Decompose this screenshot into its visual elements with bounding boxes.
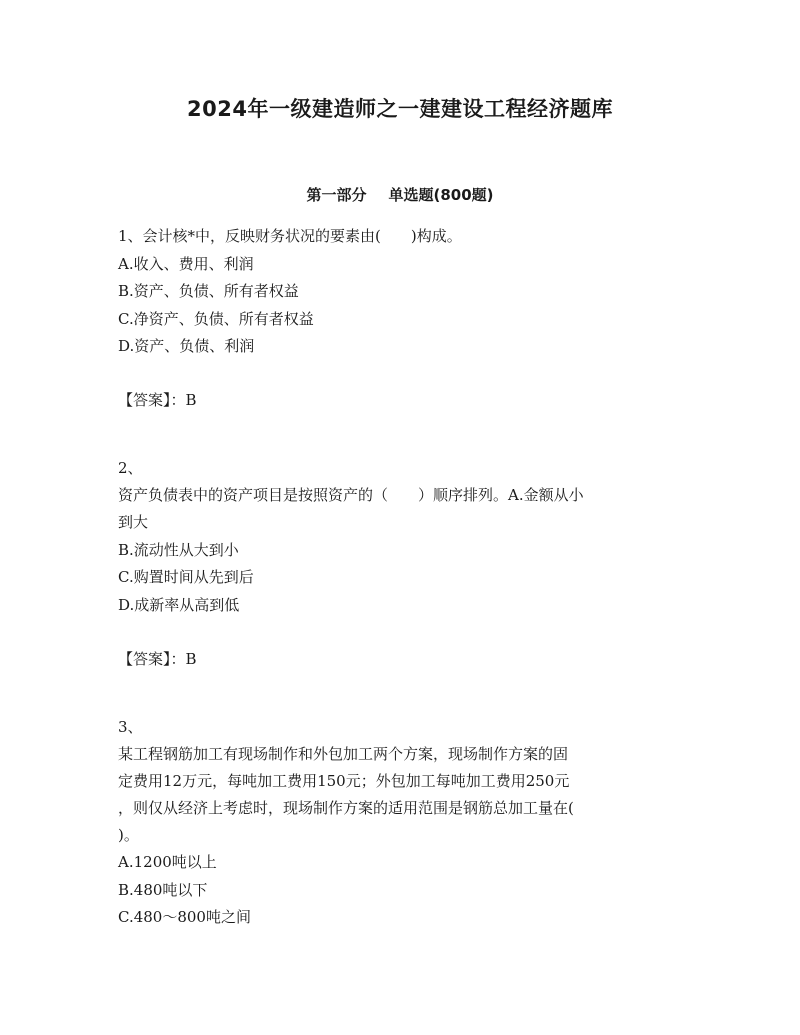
question-1-stem-line [118, 226, 462, 246]
question-3-stem-line-2: 定费用12万元，每吨加工费用150元；外包加工每吨加工费用250元 [118, 772, 570, 790]
question-1-number: 1、 [118, 227, 143, 245]
question-1-option-a: A.收入、费用、利润 [118, 255, 254, 273]
question-2-answer [118, 649, 197, 669]
question-2-stem-line-1: 资产负债表中的资产项目是按照资产的（ ）顺序排列。A.金额从小 [118, 486, 584, 504]
question-3-stem-line-3: ，则仅从经济上考虑时，现场制作方案的适用范围是钢筋总加工量在( [118, 799, 574, 817]
question-2-option-c: C.购置时间从先到后 [118, 568, 254, 586]
question-2-number: 2、 [118, 459, 143, 477]
question-1-answer [118, 390, 197, 410]
question-2-option-b: B.流动性从大到小 [118, 541, 239, 559]
question-3-option-a: A.1200吨以上 [118, 853, 217, 871]
answer-value: B [185, 391, 197, 409]
question-3-option-b: B.480吨以下 [118, 881, 208, 899]
answer-value: B [185, 650, 197, 668]
question-2-stem-line-2: 到大 [118, 513, 149, 531]
answer-label: 【答案】： [118, 391, 186, 409]
question-3-stem-line-4: )。 [118, 826, 139, 844]
question-3-stem-line-1: 某工程钢筋加工有现场制作和外包加工两个方案，现场制作方案的固 [118, 745, 569, 763]
document-title: 2024年一级建造师之一建建设工程经济题库 [187, 97, 613, 121]
section-heading [0, 184, 800, 205]
question-1-option-c: C.净资产、负债、所有者权益 [118, 310, 314, 328]
question-1-stem: 会计核*中，反映财务状况的要素由( )构成。 [142, 227, 462, 245]
answer-label: 【答案】： [118, 650, 186, 668]
question-3-number: 3、 [118, 718, 143, 736]
question-2-option-d: D.成新率从高到低 [118, 596, 240, 614]
section-part: 第一部分 [306, 186, 367, 204]
question-1-option-b: B.资产、负债、所有者权益 [118, 282, 299, 300]
section-name: 单选题(800题) [388, 186, 494, 204]
question-1-option-d: D.资产、负债、利润 [118, 337, 255, 355]
question-3-option-c: C.480～800吨之间 [118, 908, 251, 926]
